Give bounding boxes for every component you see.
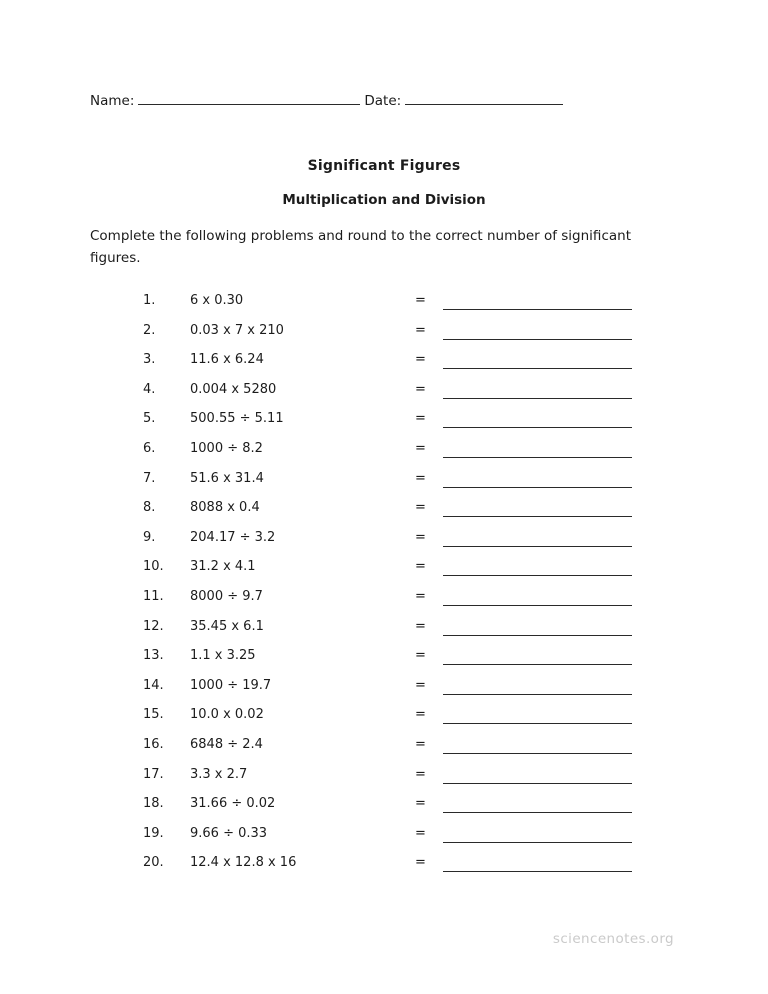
problem-expression: 8088 x 0.4	[190, 500, 260, 516]
problem-number: 2.	[143, 322, 156, 338]
problem-row	[0, 616, 768, 646]
problem-number: 11.	[143, 588, 164, 604]
equals-sign: =	[415, 707, 426, 723]
problem-expression: 0.004 x 5280	[190, 381, 277, 397]
problem-expression: 6848 ÷ 2.4	[190, 736, 263, 752]
date-blank	[405, 90, 563, 105]
answer-blank	[443, 290, 632, 310]
equals-sign: =	[415, 381, 426, 397]
problem-number: 20.	[143, 855, 164, 871]
problem-number: 15.	[143, 707, 164, 723]
equals-sign: =	[415, 855, 426, 871]
problem-number: 17.	[143, 766, 164, 782]
problem-expression: 6 x 0.30	[190, 293, 244, 308]
problem-number: 8.	[143, 500, 156, 516]
equals-sign: =	[415, 470, 426, 486]
equals-sign: =	[415, 352, 426, 368]
worksheet-subtitle: Multiplication and Division	[282, 192, 486, 208]
answer-blank	[443, 556, 632, 576]
answer-blank	[443, 527, 632, 547]
problem-expression: 1.1 x 3.25	[190, 648, 256, 664]
problem-number: 18.	[143, 796, 164, 812]
answer-blank	[443, 586, 632, 606]
problem-number: 14.	[143, 677, 164, 693]
problem-expression: 31.2 x 4.1	[190, 559, 256, 575]
date-label: Date:	[364, 93, 402, 109]
problem-expression: 9.66 ÷ 0.33	[190, 825, 268, 841]
problem-number: 12.	[143, 618, 164, 634]
equals-sign: =	[415, 736, 426, 752]
problem-expression: 51.6 x 31.4	[190, 470, 264, 486]
problem-row	[0, 320, 768, 350]
problem-row	[0, 586, 768, 616]
equals-sign: =	[415, 766, 426, 782]
answer-blank	[443, 645, 632, 665]
answer-blank	[443, 852, 632, 872]
problem-expression: 8000 ÷ 9.7	[190, 588, 263, 604]
problem-row	[0, 734, 768, 764]
problem-expression: 500.55 ÷ 5.11	[190, 411, 284, 427]
problem-row	[0, 556, 768, 586]
answer-blank	[443, 320, 632, 340]
problem-expression: 11.6 x 6.24	[190, 352, 264, 368]
equals-sign: =	[415, 559, 426, 575]
answer-blank	[443, 408, 632, 428]
problem-expression: 204.17 ÷ 3.2	[190, 529, 276, 545]
problem-row	[0, 468, 768, 498]
problem-expression: 35.45 x 6.1	[190, 618, 264, 634]
problem-row	[0, 438, 768, 468]
problem-row	[0, 823, 768, 853]
answer-blank	[443, 793, 632, 813]
equals-sign: =	[415, 648, 426, 664]
problem-number: 1.	[143, 293, 156, 308]
answer-blank	[443, 823, 632, 843]
equals-sign: =	[415, 440, 426, 456]
equals-sign: =	[415, 500, 426, 516]
name-date-line	[90, 90, 620, 109]
problem-number: 19.	[143, 825, 164, 841]
problem-row	[0, 675, 768, 705]
problem-number: 5.	[143, 411, 156, 427]
answer-blank	[443, 616, 632, 636]
equals-sign: =	[415, 825, 426, 841]
equals-sign: =	[415, 411, 426, 427]
answer-blank	[443, 497, 632, 517]
problem-expression: 31.66 ÷ 0.02	[190, 796, 276, 812]
equals-sign: =	[415, 529, 426, 545]
problem-number: 4.	[143, 381, 156, 397]
answer-blank	[443, 675, 632, 695]
problem-row	[0, 349, 768, 379]
answer-blank	[443, 438, 632, 458]
name-label: Name:	[90, 93, 135, 109]
answer-blank	[443, 734, 632, 754]
problem-row	[0, 497, 768, 527]
problem-number: 10.	[143, 559, 164, 575]
answer-blank	[443, 764, 632, 784]
problem-row	[0, 764, 768, 794]
answer-blank	[443, 349, 632, 369]
problem-row	[0, 379, 768, 409]
problem-row	[0, 704, 768, 734]
answer-blank	[443, 379, 632, 399]
problem-expression: 1000 ÷ 19.7	[190, 677, 272, 693]
equals-sign: =	[415, 796, 426, 812]
problem-row	[0, 527, 768, 557]
problem-number: 9.	[143, 529, 156, 545]
problem-number: 7.	[143, 470, 156, 486]
problem-expression: 3.3 x 2.7	[190, 766, 248, 782]
name-blank	[138, 90, 360, 105]
problem-expression: 10.0 x 0.02	[190, 707, 264, 723]
problem-number: 13.	[143, 648, 164, 664]
equals-sign: =	[415, 293, 426, 308]
equals-sign: =	[415, 677, 426, 693]
problem-row	[0, 408, 768, 438]
problem-number: 16.	[143, 736, 164, 752]
problem-number: 6.	[143, 440, 156, 456]
problem-row	[0, 645, 768, 675]
problem-number: 3.	[143, 352, 156, 368]
equals-sign: =	[415, 322, 426, 338]
problem-row	[0, 793, 768, 823]
problem-row	[0, 852, 768, 882]
problem-expression: 12.4 x 12.8 x 16	[190, 855, 297, 871]
problem-row	[0, 290, 768, 320]
problem-expression: 0.03 x 7 x 210	[190, 322, 284, 338]
footer-watermark: sciencenotes.org	[552, 931, 674, 947]
instructions-text: Complete the following problems and round to the correct number of significant figures.	[90, 228, 631, 266]
answer-blank	[443, 704, 632, 724]
problem-expression: 1000 ÷ 8.2	[190, 440, 263, 456]
problems-list	[0, 290, 768, 882]
equals-sign: =	[415, 588, 426, 604]
worksheet-title: Significant Figures	[307, 158, 461, 174]
answer-blank	[443, 468, 632, 488]
equals-sign: =	[415, 618, 426, 634]
